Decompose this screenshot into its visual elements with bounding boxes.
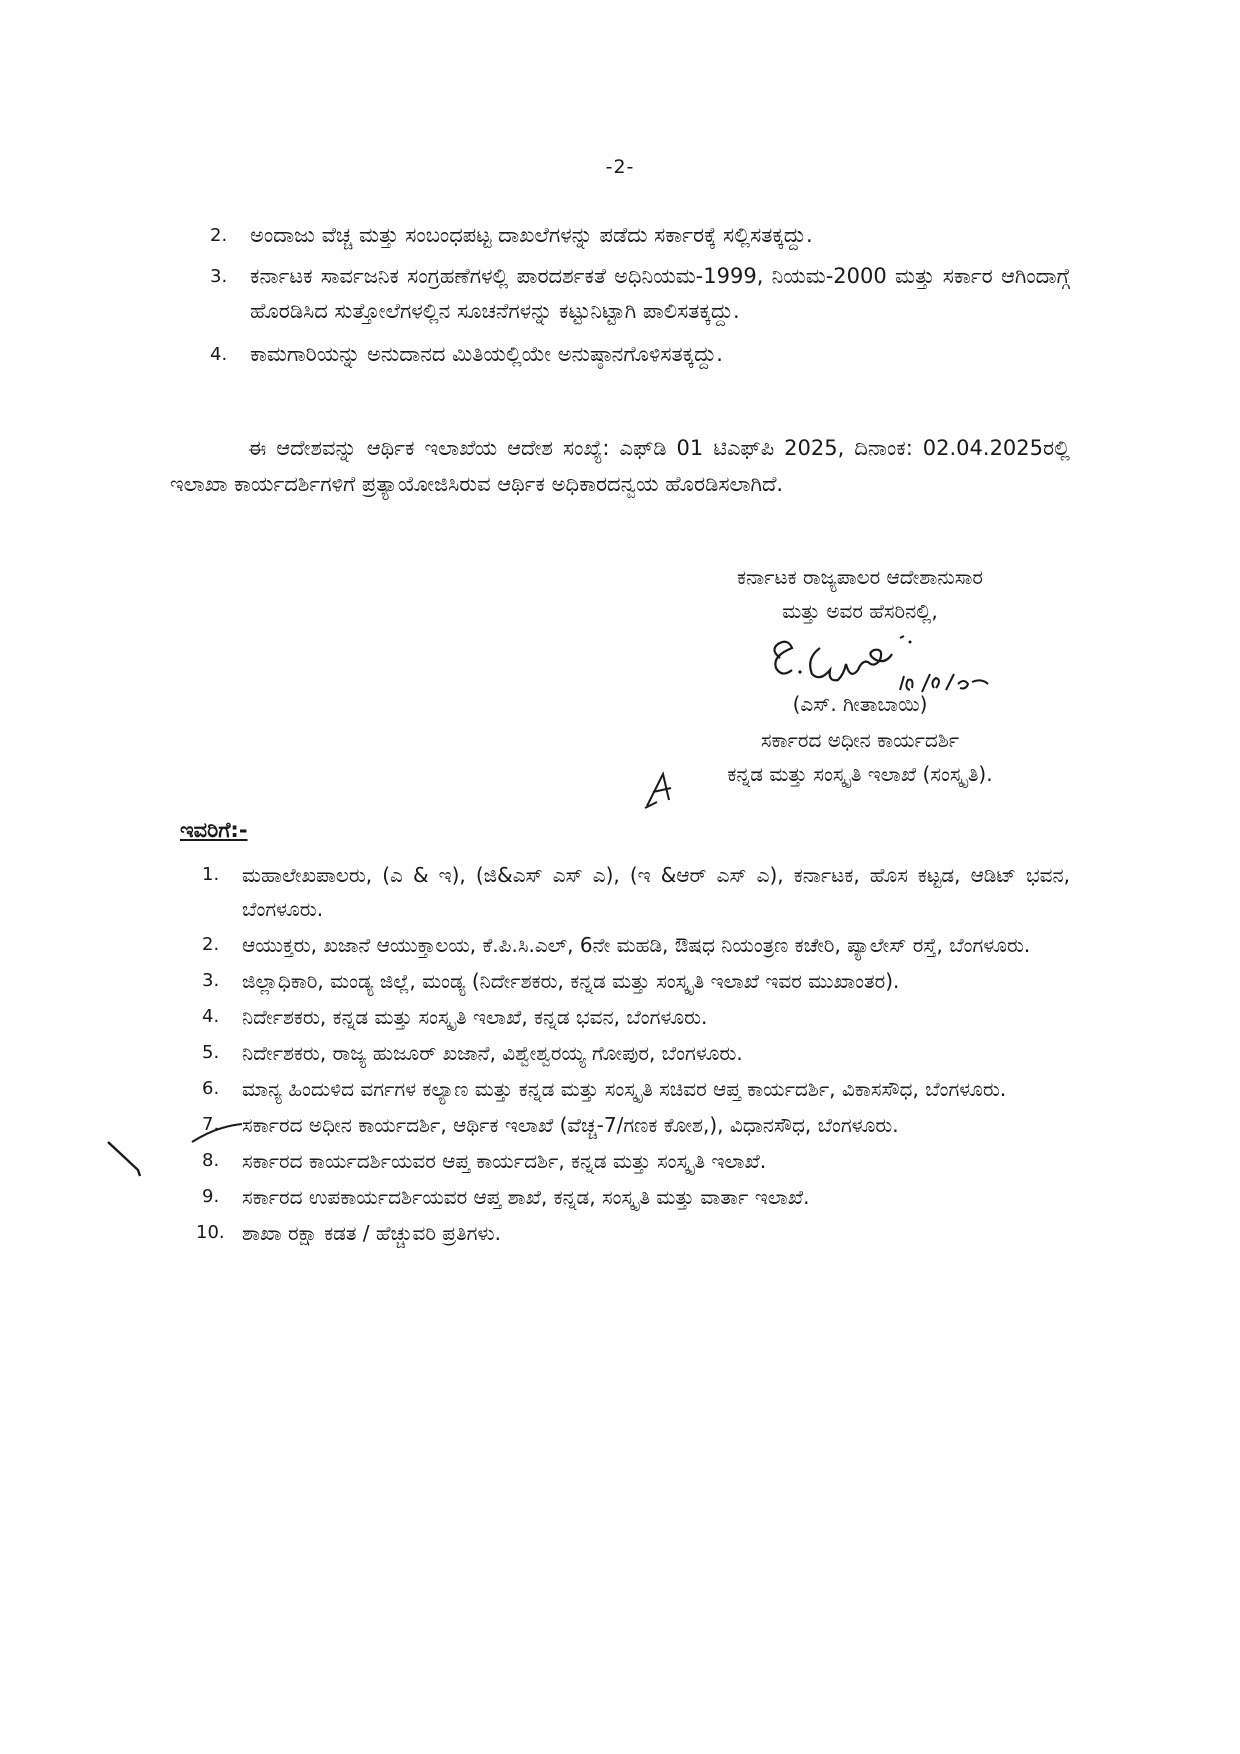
page-number: -2- [605,156,635,178]
recipient-number: 2. [202,934,220,955]
recipient-number: 7. [202,1114,220,1135]
recipient-item [202,1036,1070,1070]
recipient-item [202,1144,1070,1178]
recipient-item [202,1000,1070,1034]
authority-line-2: ಮತ್ತು ಅವರ ಹೆಸರಿನಲ್ಲಿ, [782,599,938,623]
recipient-number: 8. [202,1150,220,1171]
recipient-number: 9. [202,1186,220,1207]
officer-name: (ಎಸ್. ಗೀತಾಬಾಯಿ) [792,692,928,716]
condition-text: ಅಂದಾಜು ವೆಚ್ಚ ಮತ್ತು ಸಂಬಂಧಪಟ್ಟ ದಾಖಲೆಗಳನ್ನು ಪಡೆದು ಸರ್ಕಾರಕ್ಕೆ ಸಲ್ಲಿಸತಕ್ಕದ್ದು. [250,223,813,247]
recipient-number: 10. [196,1222,225,1243]
recipient-item [202,1108,1070,1142]
condition-item [210,337,1070,372]
checkmark-icon [190,1116,250,1146]
conditions-list [210,218,1070,372]
recipient-item [196,1216,1070,1250]
recipient-number: 3. [202,970,220,991]
condition-number: 4. [210,344,228,365]
recipient-number: 5. [202,1042,220,1063]
recipient-text: ಮಾನ್ಯ ಹಿಂದುಳಿದ ವರ್ಗಗಳ ಕಲ್ಯಾಣ ಮತ್ತು ಕನ್ನಡ ಮತ್ತು ಸಂಸ್ಕೃತಿ ಸಚಿವರ ಆಪ್ತ ಕಾರ್ಯದರ್ಶಿ, ವಿಕಾಸಸೌಧ, ಬೆಂಗಳೂರು. [242,1077,1007,1101]
recipient-text: ಮಹಾಲೇಖಪಾಲರು, (ಎ & ಇ), (ಜಿ&ಎಸ್ ಎಸ್ ಎ), (ಇ &ಆರ್ ಎಸ್ ಎ), ಕರ್ನಾಟಕ, ಹೊಸ ಕಟ್ಟಡ, ಆಡಿಟ್ ಭವನ, ಬೆಂಗಳೂರು. [242,863,1070,921]
condition-number: 3. [210,266,228,287]
recipient-number: 1. [202,864,220,885]
recipient-number: 6. [202,1078,220,1099]
condition-item [210,259,1070,329]
recipient-text: ಶಾಖಾ ರಕ್ಷಾ ಕಡತ / ಹೆಚ್ಚುವರಿ ಪ್ರತಿಗಳು. [242,1221,502,1245]
condition-text: ಕರ್ನಾಟಕ ಸಾರ್ವಜನಿಕ ಸಂಗ್ರಹಣೆಗಳಲ್ಲಿ ಪಾರದರ್ಶಕತೆ ಅಧಿನಿಯಮ-1999, ನಿಯಮ-2000 ಮತ್ತು ಸರ್ಕಾರ ಆಗಿಂದಾಗ್ಗೆ ಹೊರಡಿಸಿದ ಸುತ್ತೋಲೆಗಳಲ್ಲಿನ ಸೂಚನೆಗಳನ್ನು ಕಟ್ಟುನಿಟ್ಟಾಗಿ ಪಾಲಿಸತಕ್ಕದ್ದು. [250,264,1070,323]
condition-text: ಕಾಮಗಾರಿಯನ್ನು ಅನುದಾನದ ಮಿತಿಯಲ್ಲಿಯೇ ಅನುಷ್ಠಾನಗೊಳಿಸತಕ್ಕದ್ದು. [250,342,723,366]
recipient-text: ಸರ್ಕಾರದ ಉಪಕಾರ್ಯದರ್ಶಿಯವರ ಆಪ್ತ ಶಾಖೆ, ಕನ್ನಡ, ಸಂಸ್ಕೃತಿ ಮತ್ತು ವಾರ್ತಾ ಇಲಾಖೆ. [242,1185,810,1209]
recipient-item [202,1180,1070,1214]
recipient-text: ನಿರ್ದೇಶಕರು, ಕನ್ನಡ ಮತ್ತು ಸಂಸ್ಕೃತಿ ಇಲಾಖೆ, ಕನ್ನಡ ಭವನ, ಬೆಂಗಳೂರು. [242,1005,708,1029]
order-paragraph: ಈ ಆದೇಶವನ್ನು ಆರ್ಥಿಕ ಇಲಾಖೆಯ ಆದೇಶ ಸಂಖ್ಯೆ: ಎಫ್‌ಡಿ 01 ಟಿಎಫ್‌ಪಿ 2025, ದಿನಾಂಕ: 02.04.2025ರಲ್ಲಿ ಇಲಾಖಾ ಕಾರ್ಯದರ್ಶಿಗಳಿಗೆ ಪ್ರತ್ಯಾಯೋಜಿಸಿರುವ ಆರ್ಥಿಕ ಅಧಿಕಾರದನ್ವಯ ಹೊರಡಿಸಲಾಗಿದೆ. [170,436,1070,496]
authority-block [600,560,1120,628]
recipient-text: ನಿರ್ದೇಶಕರು, ರಾಜ್ಯ ಹುಜೂರ್ ಖಜಾನೆ, ವಿಶ್ವೇಶ್ವರಯ್ಯ ಗೋಪುರ, ಬೆಂಗಳೂರು. [242,1041,743,1065]
recipient-text: ಸರ್ಕಾರದ ಕಾರ್ಯದರ್ಶಿಯವರ ಆಪ್ತ ಕಾರ್ಯದರ್ಶಿ, ಕನ್ನಡ ಮತ್ತು ಸಂಸ್ಕೃತಿ ಇಲಾಖೆ. [242,1149,767,1173]
recipients-heading: ಇವರಿಗೆ:- [180,818,248,842]
recipient-text: ಆಯುಕ್ತರು, ಖಜಾನೆ ಆಯುಕ್ತಾಲಯ, ಕೆ.ಪಿ.ಸಿ.ಎಲ್, 6ನೇ ಮಹಡಿ, ಔಷಧ ನಿಯಂತ್ರಣ ಕಚೇರಿ, ಪ್ಯಾಲೇಸ್ ರಸ್ತೆ, ಬೆಂಗಳೂರು. [242,933,1031,957]
condition-number: 2. [210,225,228,246]
officer-department: ಕನ್ನಡ ಮತ್ತು ಸಂಸ್ಕೃತಿ ಇಲಾಖೆ (ಸಂಸ್ಕೃತಿ). [727,762,993,786]
recipient-text: ಸರ್ಕಾರದ ಅಧೀನ ಕಾರ್ಯದರ್ಶಿ, ಆರ್ಥಿಕ ಇಲಾಖೆ (ವೆಚ್ಚ-7/ಗಣಕ ಕೋಶ,), ವಿಧಾನಸೌಧ, ಬೆಂಗಳೂರು. [242,1113,899,1137]
recipients-list [196,858,1070,1252]
initial-mark-icon [643,770,677,810]
tick-mark-icon [104,1138,144,1178]
officer-title: ಸರ್ಕಾರದ ಅಧೀನ ಕಾರ್ಯದರ್ಶಿ [760,728,960,752]
recipient-number: 4. [202,1006,220,1027]
recipient-text: ಜಿಲ್ಲಾಧಿಕಾರಿ, ಮಂಡ್ಯ ಜಿಲ್ಲೆ, ಮಂಡ್ಯ (ನಿರ್ದೇಶಕರು, ಕನ್ನಡ ಮತ್ತು ಸಂಸ್ಕೃತಿ ಇಲಾಖೆ ಇವರ ಮುಖಾಂತರ). [242,969,900,993]
condition-item [210,218,1070,253]
recipient-item [202,964,1070,998]
recipient-item [202,1072,1070,1106]
authority-line-1: ಕರ್ನಾಟಕ ರಾಜ್ಯಪಾಲರ ಆದೇಶಾನುಸಾರ [736,565,983,589]
recipient-item [202,928,1070,962]
recipient-item [202,858,1070,926]
